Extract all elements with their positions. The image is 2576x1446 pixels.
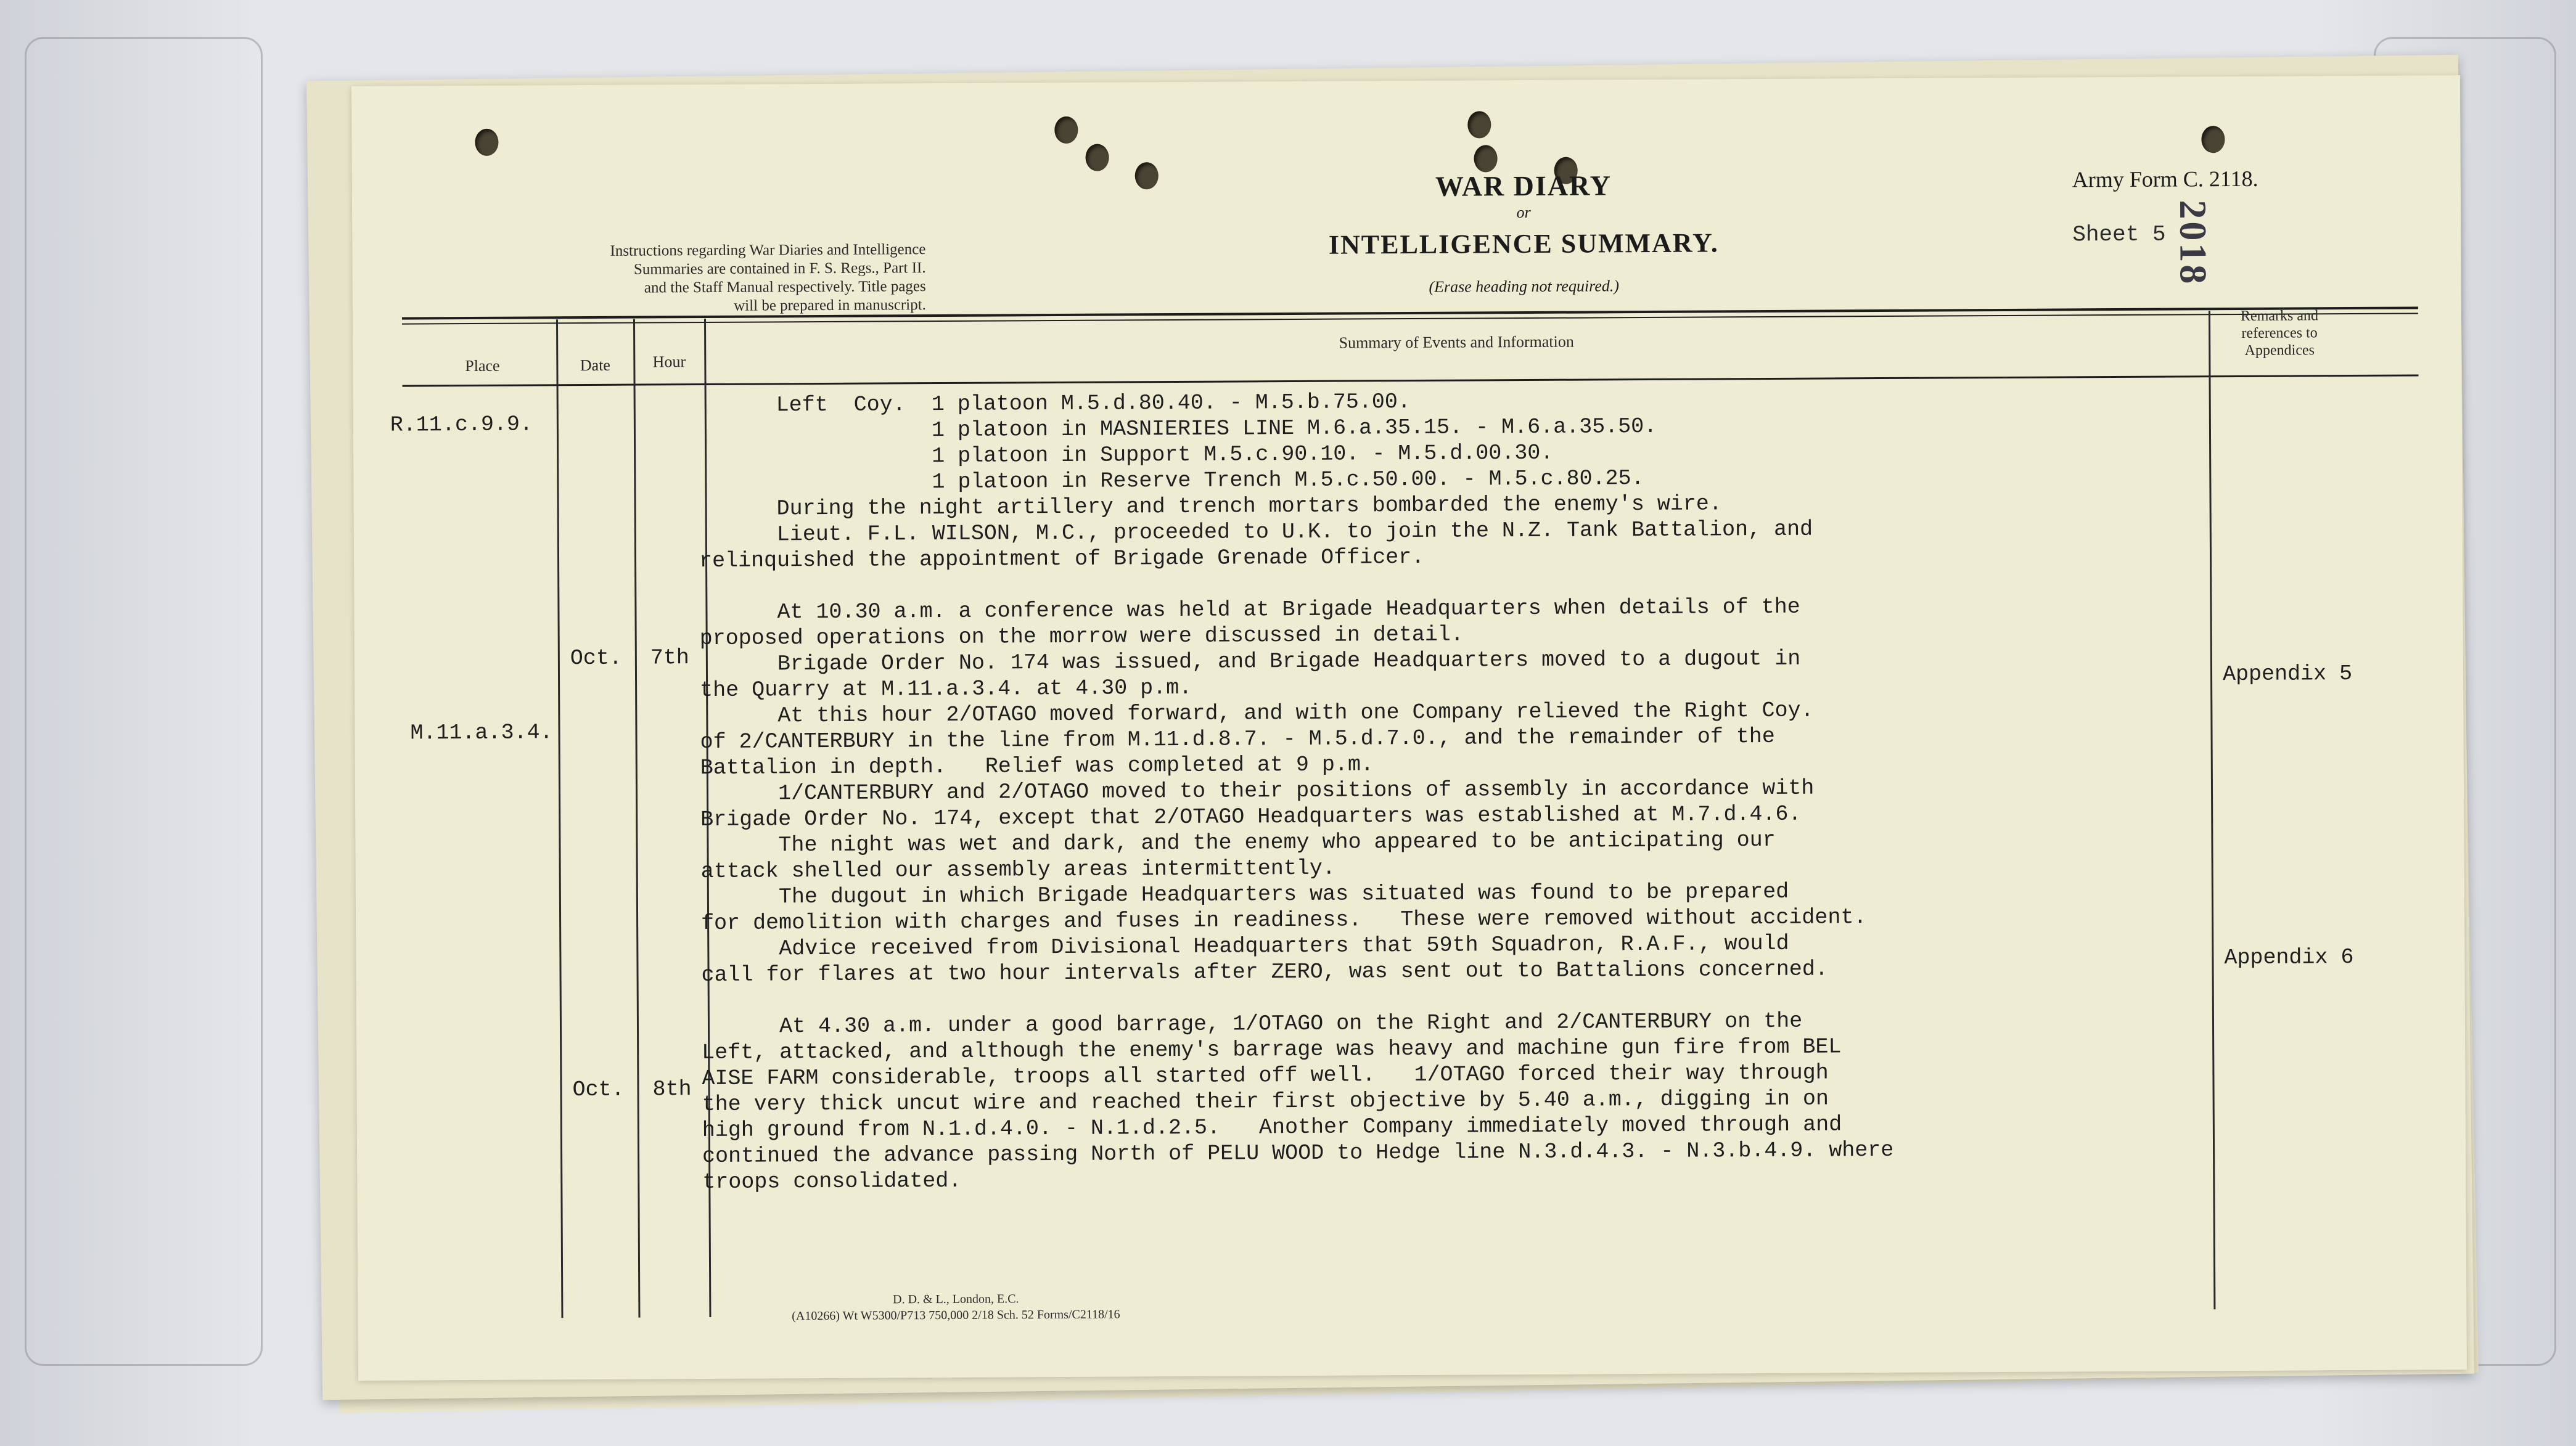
punch-hole	[1054, 116, 1078, 144]
summary-line: relinquished the appointment of Brigade Grenade Officer.	[699, 544, 1425, 574]
summary-line: Lieut. F.L. WILSON, M.C., proceeded to U.K. to join the N.Z. Tank Battalion, and	[699, 517, 1813, 548]
summary-line: At this hour 2/OTAGO moved forward, and with one Company relieved the Right Coy.	[700, 698, 1814, 729]
summary-line: Brigade Order No. 174 was issued, and Brigade Headquarters moved to a dugout in	[699, 646, 1801, 677]
remarks-header-line: references to	[2241, 325, 2318, 341]
summary-line: At 4.30 a.m. under a good barrage, 1/OTAGO on the Right and 2/CANTERBURY on the	[701, 1008, 1803, 1040]
summary-line: The dugout in which Brigade Headquarters was situated was found to be prepared	[700, 879, 1789, 910]
summary-line: the very thick uncut wire and reached their first objective by 5.40 a.m., digging in on	[702, 1086, 1829, 1117]
place-entry: M.11.a.3.4.	[410, 720, 553, 746]
summary-line: proposed operations on the morrow were discussed in detail.	[699, 622, 1464, 652]
summary-line: 1 platoon in Support M.5.c.90.10. - M.5.d.00.30.	[699, 440, 1554, 470]
summary-line: 1 platoon in MASNIERIES LINE M.6.a.35.15. - M.6.a.35.50.	[698, 414, 1657, 444]
summary-of-events	[699, 385, 2121, 1195]
summary-line: Left Coy. 1 platoon M.5.d.80.40. - M.5.b.75.00.	[698, 390, 1411, 419]
summary-line: of 2/CANTERBURY in the line from M.11.d.8.7. - M.5.d.7.0., and the remainder of the	[700, 724, 1775, 755]
remarks-header-line: Remarks and	[2240, 308, 2319, 324]
page-subtitle: INTELLIGENCE SUMMARY.	[1328, 227, 1719, 260]
summary-line: Battalion in depth. Relief was completed at 9 p.m.	[700, 752, 1374, 781]
hour-entry: 8th	[652, 1077, 692, 1102]
summary-line: Advice received from Divisional Headquarters that 59th Squadron, R.A.F., would	[701, 931, 1789, 962]
punch-hole	[1086, 144, 1109, 171]
summary-line: The night was wet and dark, and the enemy who appeared to be anticipating our	[700, 827, 1776, 859]
archive-stamp-number: 2018	[2172, 200, 2214, 287]
punch-hole	[2201, 126, 2225, 153]
summary-line: for demolition with charges and fuses in readiness. These were removed without accident.	[701, 905, 1867, 936]
summary-line: call for flares at two hour intervals after ZERO, was sent out to Battalions concerned.	[701, 957, 1828, 988]
page-title: WAR DIARY	[1435, 170, 1612, 202]
punch-hole	[1474, 145, 1498, 172]
summary-line: attack shelled our assembly areas intermittently.	[700, 856, 1335, 884]
printer-imprint	[740, 1290, 1171, 1325]
instructions-block	[420, 240, 951, 317]
summary-line: 1/CANTERBURY and 2/OTAGO moved to their positions of assembly in accordance with	[700, 775, 1815, 807]
punch-hole	[475, 129, 498, 156]
instructions-line: Instructions regarding War Diaries and Intelligence	[610, 241, 926, 259]
summary-line: Brigade Order No. 174, except that 2/OTAGO Headquarters was established at M.7.d.4.6.	[700, 801, 1802, 833]
column-divider-place	[556, 319, 563, 1318]
date-entry: Oct.	[570, 645, 622, 671]
col-date-header: Date	[580, 356, 610, 375]
col-remarks-header	[2212, 307, 2347, 359]
hour-entry: 7th	[650, 645, 689, 671]
printer-line: D. D. & L., London, E.C.	[893, 1292, 1019, 1307]
column-divider-summary	[2209, 311, 2215, 1309]
summary-line: Left, attacked, and although the enemy's barrage was heavy and machine gun fire from BEL	[702, 1034, 1842, 1066]
date-entry: Oct.	[572, 1077, 625, 1103]
place-entry: R.11.c.9.9.	[390, 412, 533, 438]
summary-line: the Quarry at M.11.a.3.4. at 4.30 p.m.	[700, 675, 1192, 703]
pencil-sketch-left	[25, 37, 263, 1366]
column-divider-date	[633, 319, 640, 1318]
summary-line: At 10.30 a.m. a conference was held at Brigade Headquarters when details of the	[699, 594, 1800, 626]
summary-line: AISE FARM considerable, troops all started off well. 1/OTAGO forced their way through	[702, 1060, 1829, 1092]
col-summary-header: Summary of Events and Information	[1339, 332, 1574, 352]
appendix-reference: Appendix 6	[2224, 945, 2354, 971]
summary-line: troops consolidated.	[702, 1168, 962, 1195]
remarks-header-line: Appendices	[2244, 342, 2315, 359]
erase-note: (Erase heading not required.)	[1429, 277, 1620, 296]
army-form-label: Army Form C. 2118.	[2072, 166, 2258, 192]
summary-line: continued the advance passing North of PELU WOOD to Hedge line N.3.d.4.3. - N.3.b.4.9. where	[702, 1137, 1894, 1169]
summary-line: 1 platoon in Reserve Trench M.5.c.50.00. - M.5.c.80.25.	[699, 466, 1644, 496]
punch-hole	[1135, 162, 1159, 189]
sheet-number: Sheet 5	[2072, 221, 2166, 248]
appendix-reference: Appendix 5	[2222, 661, 2353, 687]
printer-line: (A10266) Wt W5300/P713 750,000 2/18 Sch. 52 Forms/C2118/16	[792, 1307, 1120, 1323]
col-place-header: Place	[465, 356, 500, 375]
war-diary-page	[351, 75, 2467, 1381]
summary-line: During the night artillery and trench mortars bombarded the enemy's wire.	[699, 491, 1722, 522]
instructions-line: and the Staff Manual respectively. Title pages	[644, 278, 926, 296]
instructions-line: will be prepared in manuscript.	[734, 296, 926, 314]
summary-line: high ground from N.1.d.4.0. - N.1.d.2.5. Another Company immediately moved through and	[702, 1112, 1842, 1143]
title-or: or	[1516, 203, 1531, 222]
punch-hole	[1467, 111, 1491, 138]
col-hour-header: Hour	[652, 353, 686, 371]
instructions-line: Summaries are contained in F. S. Regs., Part II.	[633, 259, 926, 278]
